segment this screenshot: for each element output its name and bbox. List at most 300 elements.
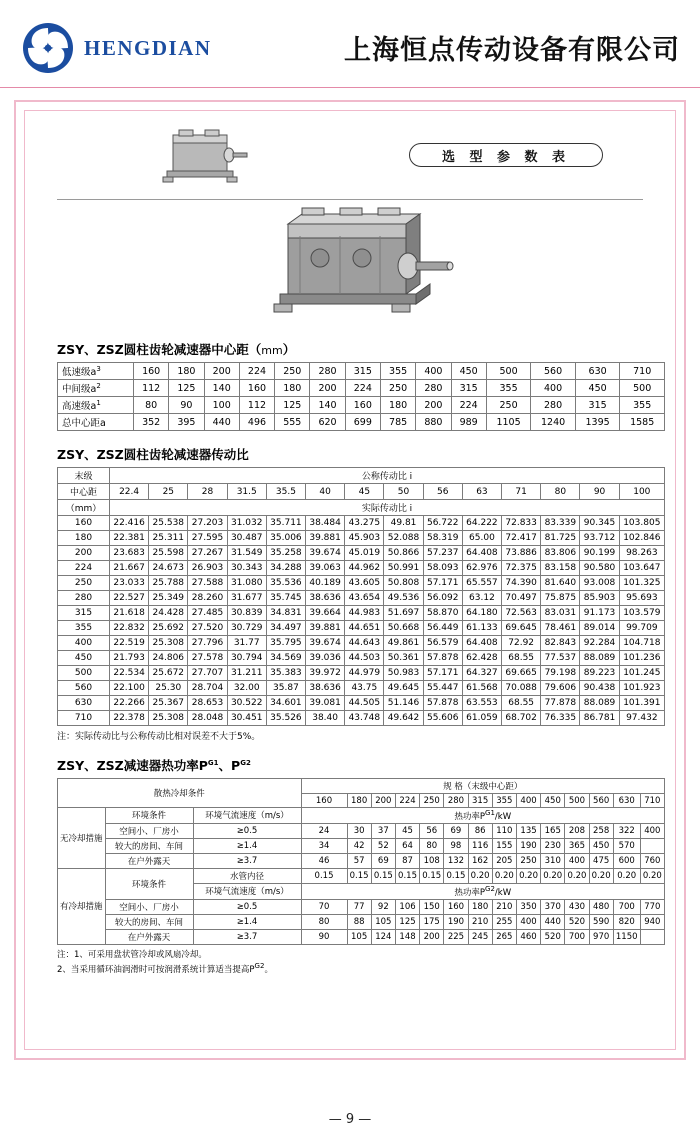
cell: 100 bbox=[204, 397, 239, 414]
cell: 280 bbox=[416, 380, 451, 397]
cell: 63.553 bbox=[462, 696, 501, 711]
cell: 555 bbox=[275, 414, 310, 431]
cell: 148 bbox=[395, 929, 419, 944]
cell bbox=[640, 929, 664, 944]
table-row bbox=[58, 397, 665, 414]
table-header-row bbox=[58, 484, 665, 500]
table-row bbox=[58, 621, 665, 636]
env-condition-label: 环境条件 bbox=[105, 808, 193, 824]
cell: 101.391 bbox=[619, 696, 664, 711]
cell: 25.788 bbox=[149, 576, 188, 591]
cell: 64.180 bbox=[462, 606, 501, 621]
cell: 322 bbox=[613, 823, 640, 838]
cell: 25.672 bbox=[149, 666, 188, 681]
cell: 820 bbox=[613, 914, 640, 929]
cell: 28.704 bbox=[188, 681, 227, 696]
cell: 310 bbox=[541, 853, 565, 868]
air-speed-label: 环境气流速度（m/s） bbox=[193, 808, 301, 824]
cell: 245 bbox=[468, 929, 492, 944]
cell: 27.588 bbox=[188, 576, 227, 591]
cell: 27.707 bbox=[188, 666, 227, 681]
cell: 103.805 bbox=[619, 516, 664, 531]
cell: 69 bbox=[371, 853, 395, 868]
col-header: 250 bbox=[420, 794, 444, 808]
cell: 68.55 bbox=[502, 696, 541, 711]
cell: 785 bbox=[380, 414, 415, 431]
cell: 34.497 bbox=[266, 621, 305, 636]
row-header: 630 bbox=[58, 696, 110, 711]
col-header: 400 bbox=[516, 794, 540, 808]
main-gearbox-illustration-icon bbox=[39, 206, 661, 326]
cell: 35.536 bbox=[266, 576, 305, 591]
row-header bbox=[58, 363, 134, 380]
row-header: 空间小、厂房小 bbox=[105, 823, 193, 838]
cell: 770 bbox=[640, 899, 664, 914]
cell: 49.536 bbox=[384, 591, 423, 606]
cell: 31.77 bbox=[227, 636, 266, 651]
table-row bbox=[58, 899, 665, 914]
cell: 61.133 bbox=[462, 621, 501, 636]
cell: 76.335 bbox=[541, 711, 580, 726]
row-label: 高速级a bbox=[62, 401, 97, 412]
row-header-speed: ≥1.4 bbox=[193, 838, 301, 853]
cell: 55.606 bbox=[423, 711, 462, 726]
cell: 57.878 bbox=[423, 696, 462, 711]
cell: 355 bbox=[620, 397, 665, 414]
cell: 75.875 bbox=[541, 591, 580, 606]
table-row bbox=[58, 914, 665, 929]
row-header bbox=[58, 397, 134, 414]
cell: 44.983 bbox=[345, 606, 384, 621]
cell: 90.580 bbox=[580, 561, 619, 576]
cell: 30.839 bbox=[227, 606, 266, 621]
col-header: 315 bbox=[468, 794, 492, 808]
cell: 64.327 bbox=[462, 666, 501, 681]
cell: 27.520 bbox=[188, 621, 227, 636]
section3-heading-sub1: G1 bbox=[207, 758, 219, 767]
cell: 116 bbox=[468, 838, 492, 853]
cell: 57.878 bbox=[423, 651, 462, 666]
cell: 68.55 bbox=[502, 651, 541, 666]
cell: 355 bbox=[380, 363, 415, 380]
cell: 255 bbox=[492, 914, 516, 929]
cell: 0.15 bbox=[444, 868, 468, 883]
thermal-power-table bbox=[57, 778, 665, 945]
cell: 180 bbox=[169, 363, 204, 380]
table-row bbox=[58, 696, 665, 711]
corner-label-unit: （mm） bbox=[58, 500, 110, 516]
cell: 65.00 bbox=[462, 531, 501, 546]
cell: 50.668 bbox=[384, 621, 423, 636]
cell: 77.878 bbox=[541, 696, 580, 711]
cell: 56.722 bbox=[423, 516, 462, 531]
cell: 98 bbox=[444, 838, 468, 853]
cell: 61.059 bbox=[462, 711, 501, 726]
cell: 25.349 bbox=[149, 591, 188, 606]
cell: 140 bbox=[204, 380, 239, 397]
cell: 210 bbox=[492, 899, 516, 914]
cell: 25.538 bbox=[149, 516, 188, 531]
cell: 450 bbox=[451, 363, 486, 380]
col-header: 22.4 bbox=[110, 484, 149, 500]
cell: 88.089 bbox=[580, 696, 619, 711]
row-label: 中间级a bbox=[62, 384, 97, 395]
cell: 70.497 bbox=[502, 591, 541, 606]
row-header-speed: ≥0.5 bbox=[193, 823, 301, 838]
row-header: 160 bbox=[58, 516, 110, 531]
cell: 42 bbox=[347, 838, 371, 853]
section3-heading-mid: 、P bbox=[218, 758, 241, 773]
cell: 0.20 bbox=[468, 868, 492, 883]
cooling-condition-header: 散热冷却条件 bbox=[58, 779, 302, 808]
table-row bbox=[58, 868, 665, 883]
cell: 72.92 bbox=[502, 636, 541, 651]
cell: 355 bbox=[486, 380, 531, 397]
cell: 73.886 bbox=[502, 546, 541, 561]
row-header: 在户外露天 bbox=[105, 853, 193, 868]
cell: 81.725 bbox=[541, 531, 580, 546]
cell: 1395 bbox=[575, 414, 620, 431]
col-header: 35.5 bbox=[266, 484, 305, 500]
cell: 51.697 bbox=[384, 606, 423, 621]
cell: 940 bbox=[640, 914, 664, 929]
cell: 105 bbox=[371, 914, 395, 929]
cell: 82.843 bbox=[541, 636, 580, 651]
cell: 98.263 bbox=[619, 546, 664, 561]
cell: 44.503 bbox=[345, 651, 384, 666]
cell: 50.983 bbox=[384, 666, 423, 681]
cell: 92 bbox=[371, 899, 395, 914]
cell: 38.40 bbox=[306, 711, 345, 726]
cell: 39.972 bbox=[306, 666, 345, 681]
cell: 90.345 bbox=[580, 516, 619, 531]
cell: 210 bbox=[468, 914, 492, 929]
corner-label-top: 末级 bbox=[58, 468, 110, 484]
cell: 83.339 bbox=[541, 516, 580, 531]
center-distance-table bbox=[57, 362, 665, 431]
cell: 25.311 bbox=[149, 531, 188, 546]
cell: 102.846 bbox=[619, 531, 664, 546]
cell: 315 bbox=[451, 380, 486, 397]
cell: 64.222 bbox=[462, 516, 501, 531]
cell: 620 bbox=[310, 414, 345, 431]
cell: 79.198 bbox=[541, 666, 580, 681]
cell: 135 bbox=[516, 823, 540, 838]
cell: 65.557 bbox=[462, 576, 501, 591]
cell: 700 bbox=[565, 929, 589, 944]
col-header: 224 bbox=[395, 794, 419, 808]
cell: 350 bbox=[516, 899, 540, 914]
cell: 90.199 bbox=[580, 546, 619, 561]
cell: 56.579 bbox=[423, 636, 462, 651]
cell: 560 bbox=[531, 363, 576, 380]
cell: 265 bbox=[492, 929, 516, 944]
cell: 69.645 bbox=[502, 621, 541, 636]
col-header: 90 bbox=[580, 484, 619, 500]
group-label-cooling: 有冷却措施 bbox=[58, 868, 106, 944]
cell: 970 bbox=[589, 929, 613, 944]
cell: 132 bbox=[444, 853, 468, 868]
transmission-ratio-table bbox=[57, 467, 665, 726]
section1-heading-tail: ） bbox=[282, 342, 296, 357]
cell: 21.667 bbox=[110, 561, 149, 576]
cell: 155 bbox=[492, 838, 516, 853]
cell: 22.381 bbox=[110, 531, 149, 546]
cell: 43.748 bbox=[345, 711, 384, 726]
group-label-no-cooling: 无冷却措施 bbox=[58, 808, 106, 869]
table-row bbox=[58, 666, 665, 681]
cell: 22.832 bbox=[110, 621, 149, 636]
section1-heading bbox=[57, 340, 661, 358]
cell: 80 bbox=[420, 838, 444, 853]
cell: 99.709 bbox=[619, 621, 664, 636]
cell: 475 bbox=[589, 853, 613, 868]
cell: 64 bbox=[395, 838, 419, 853]
fan-swirl-logo-icon bbox=[22, 22, 74, 74]
table-row bbox=[58, 651, 665, 666]
table-header-row bbox=[58, 468, 665, 484]
cell: 34.569 bbox=[266, 651, 305, 666]
cell: 24.806 bbox=[149, 651, 188, 666]
cell: 27.203 bbox=[188, 516, 227, 531]
cell: 175 bbox=[420, 914, 444, 929]
air-speed-label-2: 环境气流速度（m/s） bbox=[193, 883, 301, 899]
cell: 106 bbox=[395, 899, 419, 914]
power-label-g2: 热功率$P^{G2}/kW$ bbox=[301, 883, 664, 899]
cell: 49.861 bbox=[384, 636, 423, 651]
col-header: 80 bbox=[541, 484, 580, 500]
cell: 39.081 bbox=[306, 696, 345, 711]
cell: 35.383 bbox=[266, 666, 305, 681]
cell: 52.088 bbox=[384, 531, 423, 546]
cell: 520 bbox=[541, 929, 565, 944]
cell: 77 bbox=[347, 899, 371, 914]
cell: 400 bbox=[640, 823, 664, 838]
cell: 44.962 bbox=[345, 561, 384, 576]
cell: 86.781 bbox=[580, 711, 619, 726]
section2-note: 注：实际传动比与公称传动比相对误差不大于5%。 bbox=[57, 732, 261, 742]
cell: 97.432 bbox=[619, 711, 664, 726]
col-header: 40 bbox=[306, 484, 345, 500]
row-label-sub: 3 bbox=[96, 364, 101, 373]
cell: 200 bbox=[204, 363, 239, 380]
cell: 40.189 bbox=[306, 576, 345, 591]
cell: 45.019 bbox=[345, 546, 384, 561]
cell: 50.808 bbox=[384, 576, 423, 591]
cell: 58.870 bbox=[423, 606, 462, 621]
cell: 600 bbox=[613, 853, 640, 868]
cell: 112 bbox=[134, 380, 169, 397]
cell: 760 bbox=[640, 853, 664, 868]
cell: 30 bbox=[347, 823, 371, 838]
col-header: 50 bbox=[384, 484, 423, 500]
cell: 205 bbox=[492, 853, 516, 868]
cell: 112 bbox=[239, 397, 274, 414]
table-header-row bbox=[58, 500, 665, 516]
cell: 63.12 bbox=[462, 591, 501, 606]
cell: 28.048 bbox=[188, 711, 227, 726]
col-header: 63 bbox=[462, 484, 501, 500]
cell: 125 bbox=[395, 914, 419, 929]
cell: 28.653 bbox=[188, 696, 227, 711]
cell: 70 bbox=[301, 899, 347, 914]
cell: 101.923 bbox=[619, 681, 664, 696]
row-header-speed: ≥3.7 bbox=[193, 929, 301, 944]
cell: 180 bbox=[380, 397, 415, 414]
cell: 105 bbox=[347, 929, 371, 944]
cell: 31.032 bbox=[227, 516, 266, 531]
cell: 44.505 bbox=[345, 696, 384, 711]
cell: 92.284 bbox=[580, 636, 619, 651]
cell: 85.903 bbox=[580, 591, 619, 606]
cell: 44.643 bbox=[345, 636, 384, 651]
cell: 250 bbox=[486, 397, 531, 414]
cell: 0.15 bbox=[301, 868, 347, 883]
cell: 32.00 bbox=[227, 681, 266, 696]
col-header: 200 bbox=[371, 794, 395, 808]
cell: 57.171 bbox=[423, 576, 462, 591]
cell: 31.211 bbox=[227, 666, 266, 681]
table-row bbox=[58, 591, 665, 606]
cell: 34.288 bbox=[266, 561, 305, 576]
row-header bbox=[58, 380, 134, 397]
cell: 72.375 bbox=[502, 561, 541, 576]
section1-heading-unit: mm bbox=[261, 344, 283, 357]
cell: 315 bbox=[575, 397, 620, 414]
row-label: 低速级a bbox=[62, 367, 97, 378]
cell: 89.014 bbox=[580, 621, 619, 636]
cell: 62.428 bbox=[462, 651, 501, 666]
cell: 30.729 bbox=[227, 621, 266, 636]
cell: 38.636 bbox=[306, 591, 345, 606]
section3-heading-pre: ZSY、ZSZ减速器热功率P bbox=[57, 758, 208, 773]
cell: 49.81 bbox=[384, 516, 423, 531]
cell: 180 bbox=[275, 380, 310, 397]
cell: 74.390 bbox=[502, 576, 541, 591]
cell: 23.033 bbox=[110, 576, 149, 591]
cell: 90 bbox=[169, 397, 204, 414]
cell: 61.568 bbox=[462, 681, 501, 696]
cell: 103.579 bbox=[619, 606, 664, 621]
cell: 72.417 bbox=[502, 531, 541, 546]
cell: 56.449 bbox=[423, 621, 462, 636]
table-row bbox=[58, 681, 665, 696]
note-line-2: 2、当采用循环油润滑时可按润滑系统计算适当提高$P^{G2}$。 bbox=[57, 961, 273, 975]
row-header bbox=[58, 414, 134, 431]
cell: 1585 bbox=[620, 414, 665, 431]
cell: 500 bbox=[620, 380, 665, 397]
cell: 30.451 bbox=[227, 711, 266, 726]
row-header: 224 bbox=[58, 561, 110, 576]
cell: 0.20 bbox=[492, 868, 516, 883]
cell: 35.795 bbox=[266, 636, 305, 651]
cell: 395 bbox=[169, 414, 204, 431]
cell: 43.654 bbox=[345, 591, 384, 606]
cell: 35.87 bbox=[266, 681, 305, 696]
cell: 25.692 bbox=[149, 621, 188, 636]
cell: 0.20 bbox=[613, 868, 640, 883]
table-header-row bbox=[58, 808, 665, 824]
cell: 150 bbox=[420, 899, 444, 914]
cell: 225 bbox=[444, 929, 468, 944]
section2-heading: ZSY、ZSZ圆柱齿轮减速器传动比 bbox=[57, 447, 249, 462]
cell: 25.367 bbox=[149, 696, 188, 711]
col-header: 28 bbox=[188, 484, 227, 500]
cell: 77.537 bbox=[541, 651, 580, 666]
row-header: 450 bbox=[58, 651, 110, 666]
brand-wordmark: HENGDIAN bbox=[84, 35, 212, 60]
cell: 83.158 bbox=[541, 561, 580, 576]
group-header: 公称传动比 i bbox=[110, 468, 665, 484]
cell: 44.979 bbox=[345, 666, 384, 681]
page-border-outer bbox=[14, 100, 686, 1060]
cell: 450 bbox=[589, 838, 613, 853]
cell: 57.237 bbox=[423, 546, 462, 561]
cell: 25.308 bbox=[149, 711, 188, 726]
cell: 880 bbox=[416, 414, 451, 431]
cell: 22.534 bbox=[110, 666, 149, 681]
cell: 400 bbox=[565, 853, 589, 868]
row-header: 400 bbox=[58, 636, 110, 651]
page-title: 选 型 参 数 表 bbox=[409, 143, 603, 167]
cell: 104.718 bbox=[619, 636, 664, 651]
cell: 90 bbox=[301, 929, 347, 944]
cell: 80 bbox=[134, 397, 169, 414]
cell: 190 bbox=[444, 914, 468, 929]
cell: 30.343 bbox=[227, 561, 266, 576]
row-header: 280 bbox=[58, 591, 110, 606]
cell: 35.006 bbox=[266, 531, 305, 546]
top-illustration-row bbox=[39, 121, 661, 197]
cell: 39.036 bbox=[306, 651, 345, 666]
page-header bbox=[0, 0, 700, 88]
cell: 37 bbox=[371, 823, 395, 838]
cell: 520 bbox=[565, 914, 589, 929]
brand-logo bbox=[22, 22, 212, 74]
water-pipe-label: 水管内径 bbox=[193, 868, 301, 883]
cell: 34 bbox=[301, 838, 347, 853]
cell: 0.20 bbox=[516, 868, 540, 883]
cell: 35.526 bbox=[266, 711, 305, 726]
col-header: 56 bbox=[423, 484, 462, 500]
cell: 162 bbox=[468, 853, 492, 868]
cell: 69.665 bbox=[502, 666, 541, 681]
row-header: 200 bbox=[58, 546, 110, 561]
cell: 81.640 bbox=[541, 576, 580, 591]
cell: 28.260 bbox=[188, 591, 227, 606]
cell: 83.031 bbox=[541, 606, 580, 621]
row-header-speed: ≥3.7 bbox=[193, 853, 301, 868]
cell: 480 bbox=[589, 899, 613, 914]
company-name: 上海恒点传动设备有限公司 bbox=[344, 35, 680, 66]
cell: 200 bbox=[420, 929, 444, 944]
cell: 124 bbox=[371, 929, 395, 944]
cell: 101.325 bbox=[619, 576, 664, 591]
table-row bbox=[58, 838, 665, 853]
cell: 224 bbox=[451, 397, 486, 414]
cell: 440 bbox=[541, 914, 565, 929]
col-header: 45 bbox=[345, 484, 384, 500]
cell: 90.438 bbox=[580, 681, 619, 696]
cell: 710 bbox=[620, 363, 665, 380]
cell: 43.275 bbox=[345, 516, 384, 531]
table-row bbox=[58, 414, 665, 431]
cell: 250 bbox=[380, 380, 415, 397]
cell: 22.378 bbox=[110, 711, 149, 726]
cell: 52 bbox=[371, 838, 395, 853]
cell: 31.080 bbox=[227, 576, 266, 591]
cell: 26.903 bbox=[188, 561, 227, 576]
